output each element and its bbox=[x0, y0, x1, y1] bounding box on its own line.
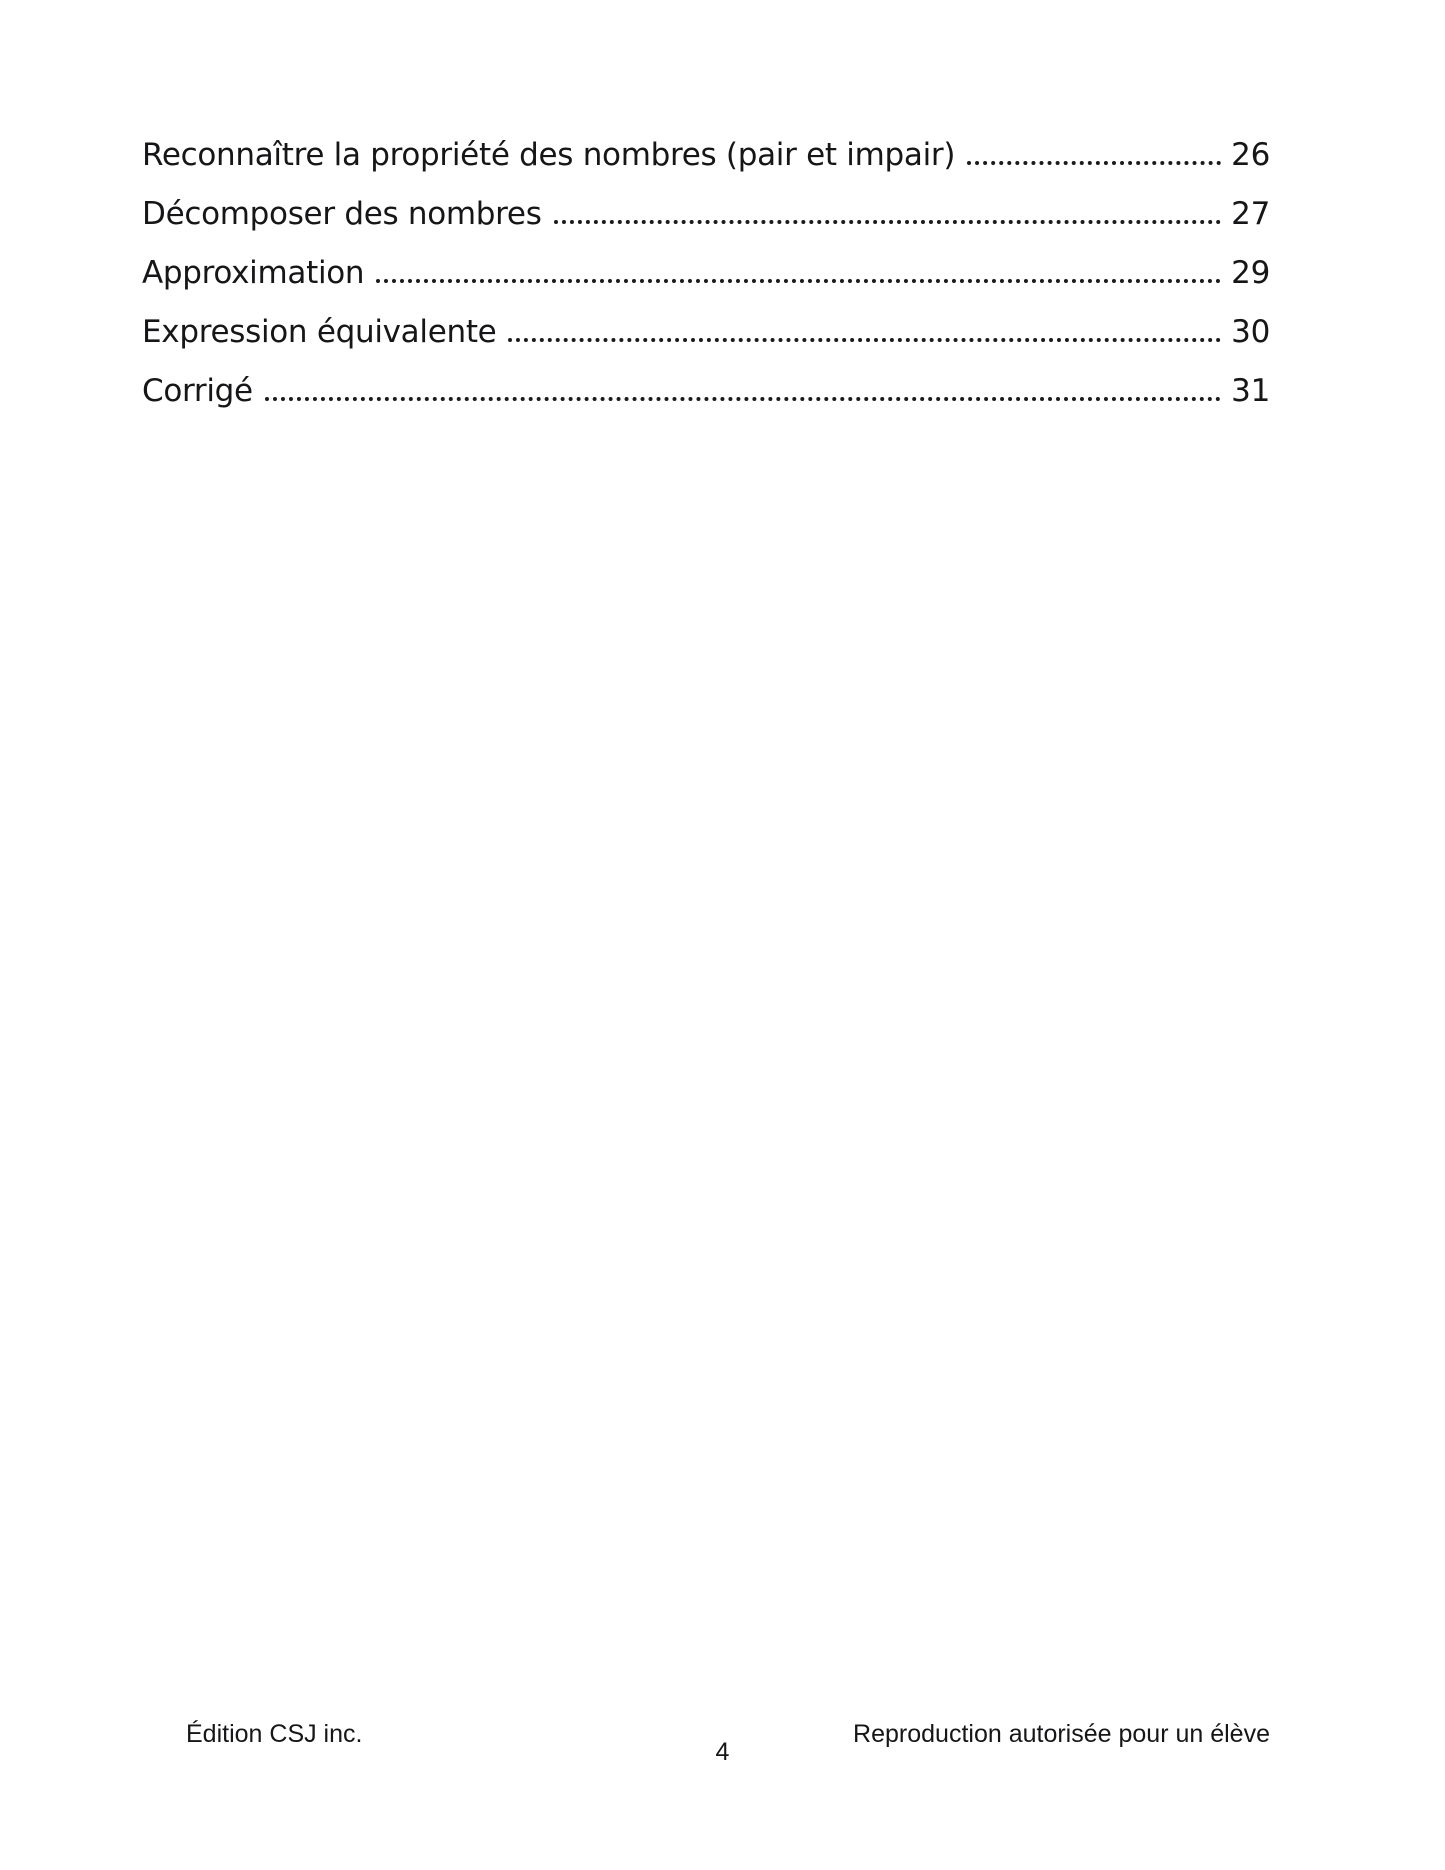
toc-entry-page-number: 30 bbox=[1231, 314, 1270, 350]
toc-entry bbox=[142, 315, 1270, 349]
dot-leader bbox=[967, 161, 1221, 165]
toc-entry-label: Reconnaître la propriété des nombres (pair et impair) bbox=[142, 137, 956, 173]
toc-entry-label: Corrigé bbox=[142, 373, 253, 409]
toc-entry-page-number: 27 bbox=[1231, 196, 1270, 232]
dot-leader bbox=[376, 279, 1221, 283]
toc-entry-page-number: 31 bbox=[1231, 373, 1270, 409]
toc-entry-label: Expression équivalente bbox=[142, 314, 497, 350]
dot-leader bbox=[554, 220, 1222, 224]
dot-leader bbox=[265, 397, 1221, 401]
footer-page-number: 4 bbox=[715, 1738, 730, 1766]
toc-entry bbox=[142, 256, 1270, 290]
toc-entry bbox=[142, 138, 1270, 172]
toc-entry-page-number: 29 bbox=[1231, 255, 1270, 291]
toc-entry bbox=[142, 197, 1270, 231]
toc-entry bbox=[142, 374, 1270, 408]
table-of-contents bbox=[142, 138, 1270, 408]
toc-entry-label: Décomposer des nombres bbox=[142, 196, 542, 232]
toc-entry-label: Approximation bbox=[142, 255, 365, 291]
toc-entry-page-number: 26 bbox=[1231, 137, 1270, 173]
dot-leader bbox=[508, 338, 1221, 342]
footer-reproduction-notice: Reproduction autorisée pour un élève bbox=[853, 1720, 1270, 1748]
footer-publisher: Édition CSJ inc. bbox=[186, 1720, 363, 1748]
